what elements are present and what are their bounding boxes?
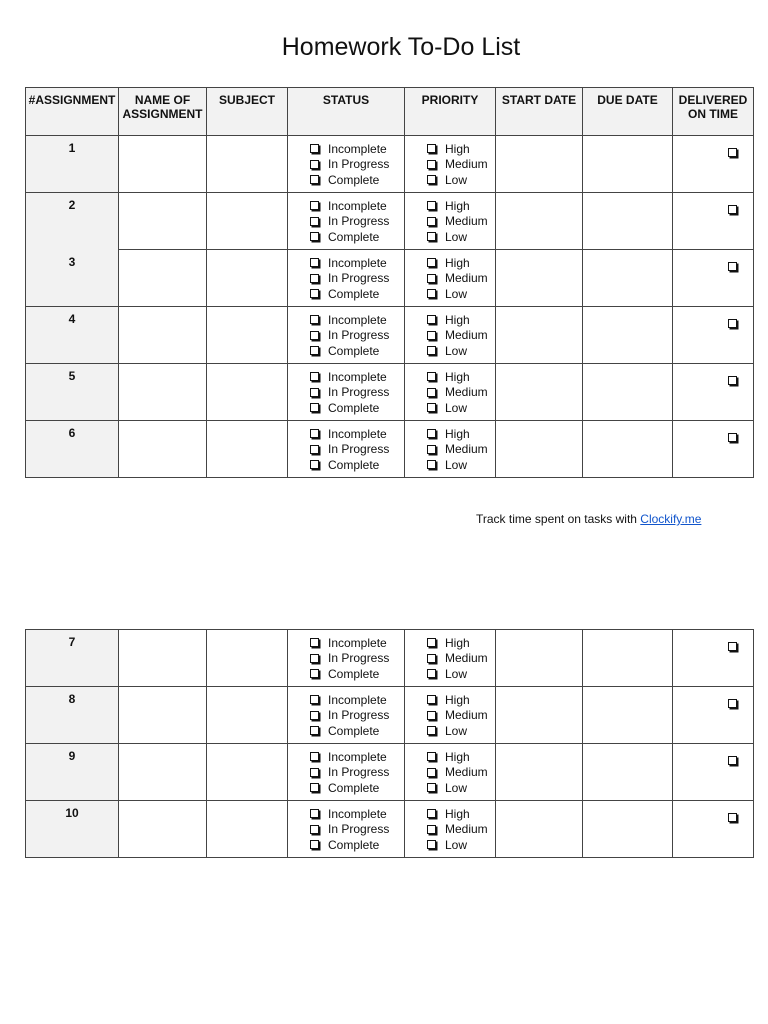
start-date-cell[interactable]	[496, 801, 583, 858]
priority-option-label: Low	[445, 286, 468, 301]
subject-cell[interactable]	[207, 630, 288, 687]
priority-option[interactable]	[427, 749, 495, 765]
priority-cell	[405, 801, 496, 858]
status-option[interactable]	[310, 157, 404, 173]
due-date-cell[interactable]	[583, 421, 673, 478]
delivered-checkbox-icon[interactable]	[728, 813, 737, 822]
table-row	[26, 687, 754, 744]
checkbox-icon[interactable]	[427, 144, 436, 153]
checkbox-icon[interactable]	[310, 711, 319, 720]
priority-cell	[405, 421, 496, 478]
status-option-label: Incomplete	[328, 312, 387, 327]
priority-option[interactable]	[427, 343, 495, 359]
status-option-label: Complete	[328, 837, 380, 852]
due-date-cell[interactable]	[583, 364, 673, 421]
priority-option-label: Medium	[445, 157, 488, 172]
priority-option-label: High	[445, 312, 470, 327]
priority-cell	[405, 307, 496, 364]
priority-option[interactable]	[427, 172, 495, 188]
status-option[interactable]	[310, 343, 404, 359]
header-row	[26, 88, 754, 136]
priority-option-label: Medium	[445, 651, 488, 666]
priority-option[interactable]	[427, 426, 495, 442]
status-option[interactable]	[310, 328, 404, 344]
assignment-number: 9	[26, 744, 119, 801]
priority-option-label: Low	[445, 400, 468, 415]
priority-option[interactable]	[427, 822, 495, 838]
status-option[interactable]	[310, 723, 404, 739]
status-option[interactable]	[310, 400, 404, 416]
checkbox-icon[interactable]	[310, 372, 319, 381]
assignment-number: 10	[26, 801, 119, 858]
assignment-table-bottom	[25, 629, 754, 858]
checkbox-icon[interactable]	[427, 201, 436, 210]
checkbox-icon[interactable]	[427, 217, 436, 226]
priority-option[interactable]	[427, 400, 495, 416]
assignment-number: 3	[26, 250, 119, 307]
checkbox-icon[interactable]	[310, 175, 319, 184]
status-cell	[288, 136, 405, 193]
delivered-cell	[673, 136, 754, 193]
checkbox-icon[interactable]	[427, 711, 436, 720]
status-option-label: Complete	[328, 229, 380, 244]
tracking-note	[476, 512, 701, 526]
assignment-name-cell[interactable]	[119, 193, 207, 250]
status-option[interactable]	[310, 229, 404, 245]
header-delivered-on-time: DELIVERED ON TIME	[673, 88, 754, 136]
clockify-link[interactable]: Clockify.me	[640, 512, 702, 526]
assignment-name-cell[interactable]	[119, 630, 207, 687]
delivered-checkbox-icon[interactable]	[728, 376, 737, 385]
checkbox-icon[interactable]	[310, 783, 319, 792]
status-option[interactable]	[310, 141, 404, 157]
priority-option[interactable]	[427, 708, 495, 724]
status-option-label: In Progress	[328, 271, 390, 286]
table-row	[26, 744, 754, 801]
status-option-label: Complete	[328, 780, 380, 795]
table-row	[26, 307, 754, 364]
status-option[interactable]	[310, 822, 404, 838]
delivered-cell	[673, 687, 754, 744]
assignment-number: 8	[26, 687, 119, 744]
delivered-checkbox-icon[interactable]	[728, 642, 737, 651]
priority-option-label: Low	[445, 172, 468, 187]
status-option[interactable]	[310, 255, 404, 271]
status-option[interactable]	[310, 198, 404, 214]
checkbox-icon[interactable]	[427, 175, 436, 184]
priority-option-label: Low	[445, 229, 468, 244]
assignment-name-cell[interactable]	[119, 307, 207, 364]
header-assignment: #ASSIGNMENT	[26, 88, 119, 136]
checkbox-icon[interactable]	[310, 429, 319, 438]
status-cell	[288, 421, 405, 478]
status-cell	[288, 801, 405, 858]
checkbox-icon[interactable]	[427, 654, 436, 663]
status-option[interactable]	[310, 666, 404, 682]
delivered-checkbox-icon[interactable]	[728, 756, 737, 765]
checkbox-icon[interactable]	[310, 445, 319, 454]
priority-cell	[405, 630, 496, 687]
checkbox-icon[interactable]	[427, 768, 436, 777]
delivered-checkbox-icon[interactable]	[728, 262, 737, 271]
delivered-checkbox-icon[interactable]	[728, 433, 737, 442]
start-date-cell[interactable]	[496, 744, 583, 801]
priority-option-label: Medium	[445, 822, 488, 837]
checkbox-icon[interactable]	[310, 726, 319, 735]
priority-cell	[405, 193, 496, 250]
status-option-label: In Progress	[328, 708, 390, 723]
start-date-cell[interactable]	[496, 193, 583, 250]
start-date-cell[interactable]	[496, 307, 583, 364]
priority-cell	[405, 250, 496, 307]
start-date-cell[interactable]	[496, 364, 583, 421]
subject-cell[interactable]	[207, 801, 288, 858]
assignment-number: 6	[26, 421, 119, 478]
priority-option[interactable]	[427, 328, 495, 344]
assignment-number: 5	[26, 364, 119, 421]
status-option-label: In Progress	[328, 385, 390, 400]
status-option[interactable]	[310, 385, 404, 401]
subject-cell[interactable]	[207, 364, 288, 421]
table-row	[26, 250, 754, 307]
checkbox-icon[interactable]	[310, 331, 319, 340]
status-cell	[288, 250, 405, 307]
subject-cell[interactable]	[207, 421, 288, 478]
priority-option-label: Low	[445, 780, 468, 795]
delivered-cell	[673, 744, 754, 801]
checkbox-icon[interactable]	[427, 726, 436, 735]
start-date-cell[interactable]	[496, 630, 583, 687]
checkbox-icon[interactable]	[310, 825, 319, 834]
checkbox-icon[interactable]	[310, 315, 319, 324]
status-option[interactable]	[310, 765, 404, 781]
priority-option-label: Medium	[445, 385, 488, 400]
checkbox-icon[interactable]	[427, 445, 436, 454]
priority-option[interactable]	[427, 286, 495, 302]
checkbox-icon[interactable]	[310, 346, 319, 355]
status-option-label: Incomplete	[328, 198, 387, 213]
priority-option-label: High	[445, 749, 470, 764]
checkbox-icon[interactable]	[310, 289, 319, 298]
checkbox-icon[interactable]	[310, 258, 319, 267]
checkbox-icon[interactable]	[310, 669, 319, 678]
delivered-cell	[673, 421, 754, 478]
priority-option[interactable]	[427, 271, 495, 287]
status-option-label: In Progress	[328, 157, 390, 172]
status-option[interactable]	[310, 172, 404, 188]
status-option-label: In Progress	[328, 765, 390, 780]
checkbox-icon[interactable]	[427, 669, 436, 678]
priority-option-label: Low	[445, 457, 468, 472]
priority-option[interactable]	[427, 666, 495, 682]
header-subject: SUBJECT	[207, 88, 288, 136]
status-option-label: Complete	[328, 666, 380, 681]
due-date-cell[interactable]	[583, 630, 673, 687]
priority-option-label: Medium	[445, 708, 488, 723]
priority-option-label: Low	[445, 343, 468, 358]
priority-option[interactable]	[427, 442, 495, 458]
assignment-number: 2	[26, 193, 119, 250]
status-option-label: In Progress	[328, 651, 390, 666]
delivered-cell	[673, 364, 754, 421]
checkbox-icon[interactable]	[310, 160, 319, 169]
assignment-number: 4	[26, 307, 119, 364]
assignment-number: 7	[26, 630, 119, 687]
priority-option-label: Low	[445, 837, 468, 852]
checkbox-icon[interactable]	[310, 144, 319, 153]
assignment-name-cell[interactable]	[119, 136, 207, 193]
status-option[interactable]	[310, 837, 404, 853]
checkbox-icon[interactable]	[427, 346, 436, 355]
priority-option-label: Medium	[445, 442, 488, 457]
priority-cell	[405, 364, 496, 421]
delivered-cell	[673, 630, 754, 687]
status-option-label: Complete	[328, 723, 380, 738]
due-date-cell[interactable]	[583, 801, 673, 858]
priority-option-label: Medium	[445, 328, 488, 343]
priority-option[interactable]	[427, 651, 495, 667]
assignment-name-cell[interactable]	[119, 250, 207, 307]
table-row	[26, 801, 754, 858]
status-option-label: Incomplete	[328, 369, 387, 384]
priority-option-label: Medium	[445, 271, 488, 286]
checkbox-icon[interactable]	[427, 825, 436, 834]
status-option-label: Complete	[328, 286, 380, 301]
checkbox-icon[interactable]	[427, 460, 436, 469]
status-option-label: Complete	[328, 343, 380, 358]
checkbox-icon[interactable]	[427, 840, 436, 849]
status-option-label: Incomplete	[328, 692, 387, 707]
status-option[interactable]	[310, 214, 404, 230]
delivered-cell	[673, 307, 754, 364]
assignment-name-cell[interactable]	[119, 421, 207, 478]
priority-option[interactable]	[427, 385, 495, 401]
priority-option-label: High	[445, 806, 470, 821]
priority-option[interactable]	[427, 457, 495, 473]
priority-option[interactable]	[427, 141, 495, 157]
status-option[interactable]	[310, 457, 404, 473]
delivered-checkbox-icon[interactable]	[728, 148, 737, 157]
checkbox-icon[interactable]	[427, 388, 436, 397]
priority-option-label: Medium	[445, 214, 488, 229]
status-cell	[288, 364, 405, 421]
assignment-name-cell[interactable]	[119, 744, 207, 801]
checkbox-icon[interactable]	[427, 809, 436, 818]
status-option[interactable]	[310, 692, 404, 708]
priority-option-label: Low	[445, 666, 468, 681]
checkbox-icon[interactable]	[427, 289, 436, 298]
priority-cell	[405, 136, 496, 193]
status-option-label: Incomplete	[328, 806, 387, 821]
header-name-of-assignment: NAME OF ASSIGNMENT	[119, 88, 207, 136]
header-due-date: DUE DATE	[583, 88, 673, 136]
checkbox-icon[interactable]	[427, 232, 436, 241]
priority-option[interactable]	[427, 765, 495, 781]
delivered-cell	[673, 193, 754, 250]
priority-option-label: High	[445, 692, 470, 707]
priority-option-label: High	[445, 369, 470, 384]
status-option-label: Incomplete	[328, 255, 387, 270]
checkbox-icon[interactable]	[310, 388, 319, 397]
priority-option[interactable]	[427, 780, 495, 796]
status-option[interactable]	[310, 749, 404, 765]
priority-option[interactable]	[427, 806, 495, 822]
assignment-number: 1	[26, 136, 119, 193]
subject-cell[interactable]	[207, 307, 288, 364]
subject-cell[interactable]	[207, 250, 288, 307]
checkbox-icon[interactable]	[310, 809, 319, 818]
priority-option[interactable]	[427, 157, 495, 173]
table-row	[26, 193, 754, 250]
priority-cell	[405, 687, 496, 744]
status-cell	[288, 307, 405, 364]
status-option[interactable]	[310, 780, 404, 796]
status-option-label: Complete	[328, 457, 380, 472]
priority-option-label: Low	[445, 723, 468, 738]
checkbox-icon[interactable]	[427, 372, 436, 381]
checkbox-icon[interactable]	[427, 695, 436, 704]
start-date-cell[interactable]	[496, 687, 583, 744]
checkbox-icon[interactable]	[310, 403, 319, 412]
checkbox-icon[interactable]	[310, 638, 319, 647]
delivered-checkbox-icon[interactable]	[728, 205, 737, 214]
checkbox-icon[interactable]	[310, 768, 319, 777]
checkbox-icon[interactable]	[427, 429, 436, 438]
checkbox-icon[interactable]	[310, 654, 319, 663]
delivered-checkbox-icon[interactable]	[728, 319, 737, 328]
priority-option-label: High	[445, 141, 470, 156]
assignment-table-top	[25, 87, 754, 478]
subject-cell[interactable]	[207, 687, 288, 744]
status-option[interactable]	[310, 651, 404, 667]
priority-option[interactable]	[427, 837, 495, 853]
status-option[interactable]	[310, 286, 404, 302]
priority-option[interactable]	[427, 255, 495, 271]
due-date-cell[interactable]	[583, 744, 673, 801]
table-row	[26, 630, 754, 687]
status-option-label: Incomplete	[328, 141, 387, 156]
status-option-label: Incomplete	[328, 635, 387, 650]
table-row	[26, 421, 754, 478]
assignment-name-cell[interactable]	[119, 687, 207, 744]
checkbox-icon[interactable]	[310, 752, 319, 761]
priority-option-label: Medium	[445, 765, 488, 780]
table-row	[26, 364, 754, 421]
priority-option[interactable]	[427, 214, 495, 230]
checkbox-icon[interactable]	[427, 315, 436, 324]
delivered-cell	[673, 250, 754, 307]
priority-option[interactable]	[427, 692, 495, 708]
checkbox-icon[interactable]	[310, 217, 319, 226]
priority-option[interactable]	[427, 229, 495, 245]
checkbox-icon[interactable]	[310, 460, 319, 469]
status-option[interactable]	[310, 806, 404, 822]
status-option-label: In Progress	[328, 442, 390, 457]
status-option[interactable]	[310, 442, 404, 458]
tracking-note-text: Track time spent on tasks with	[476, 512, 641, 526]
checkbox-icon[interactable]	[310, 695, 319, 704]
status-cell	[288, 630, 405, 687]
start-date-cell[interactable]	[496, 136, 583, 193]
due-date-cell[interactable]	[583, 193, 673, 250]
table-row	[26, 136, 754, 193]
checkbox-icon[interactable]	[427, 258, 436, 267]
checkbox-icon[interactable]	[427, 638, 436, 647]
delivered-cell	[673, 801, 754, 858]
assignment-name-cell[interactable]	[119, 801, 207, 858]
status-cell	[288, 744, 405, 801]
priority-option-label: High	[445, 426, 470, 441]
checkbox-icon[interactable]	[427, 783, 436, 792]
checkbox-icon[interactable]	[427, 331, 436, 340]
due-date-cell[interactable]	[583, 136, 673, 193]
status-option-label: Complete	[328, 172, 380, 187]
status-option[interactable]	[310, 369, 404, 385]
priority-option-label: High	[445, 635, 470, 650]
priority-option[interactable]	[427, 369, 495, 385]
status-option[interactable]	[310, 426, 404, 442]
header-status: STATUS	[288, 88, 405, 136]
status-option-label: In Progress	[328, 214, 390, 229]
status-option-label: In Progress	[328, 328, 390, 343]
checkbox-icon[interactable]	[427, 403, 436, 412]
checkbox-icon[interactable]	[427, 274, 436, 283]
checkbox-icon[interactable]	[427, 160, 436, 169]
priority-option[interactable]	[427, 635, 495, 651]
subject-cell[interactable]	[207, 744, 288, 801]
status-cell	[288, 193, 405, 250]
checkbox-icon[interactable]	[427, 752, 436, 761]
subject-cell[interactable]	[207, 193, 288, 250]
delivered-checkbox-icon[interactable]	[728, 699, 737, 708]
start-date-cell[interactable]	[496, 421, 583, 478]
status-option-label: In Progress	[328, 822, 390, 837]
header-start-date: START DATE	[496, 88, 583, 136]
page-title: Homework To-Do List	[281, 33, 521, 61]
status-option-label: Incomplete	[328, 749, 387, 764]
status-option-label: Incomplete	[328, 426, 387, 441]
checkbox-icon[interactable]	[310, 840, 319, 849]
priority-cell	[405, 744, 496, 801]
status-option-label: Complete	[328, 400, 380, 415]
checkbox-icon[interactable]	[310, 232, 319, 241]
header-priority: PRIORITY	[405, 88, 496, 136]
priority-option-label: High	[445, 198, 470, 213]
priority-option[interactable]	[427, 198, 495, 214]
priority-option[interactable]	[427, 723, 495, 739]
status-cell	[288, 687, 405, 744]
priority-option-label: High	[445, 255, 470, 270]
subject-cell[interactable]	[207, 136, 288, 193]
start-date-cell[interactable]	[496, 250, 583, 307]
checkbox-icon[interactable]	[310, 201, 319, 210]
status-option[interactable]	[310, 271, 404, 287]
status-option[interactable]	[310, 312, 404, 328]
due-date-cell[interactable]	[583, 307, 673, 364]
due-date-cell[interactable]	[583, 687, 673, 744]
status-option[interactable]	[310, 635, 404, 651]
due-date-cell[interactable]	[583, 250, 673, 307]
checkbox-icon[interactable]	[310, 274, 319, 283]
status-option[interactable]	[310, 708, 404, 724]
assignment-name-cell[interactable]	[119, 364, 207, 421]
priority-option[interactable]	[427, 312, 495, 328]
